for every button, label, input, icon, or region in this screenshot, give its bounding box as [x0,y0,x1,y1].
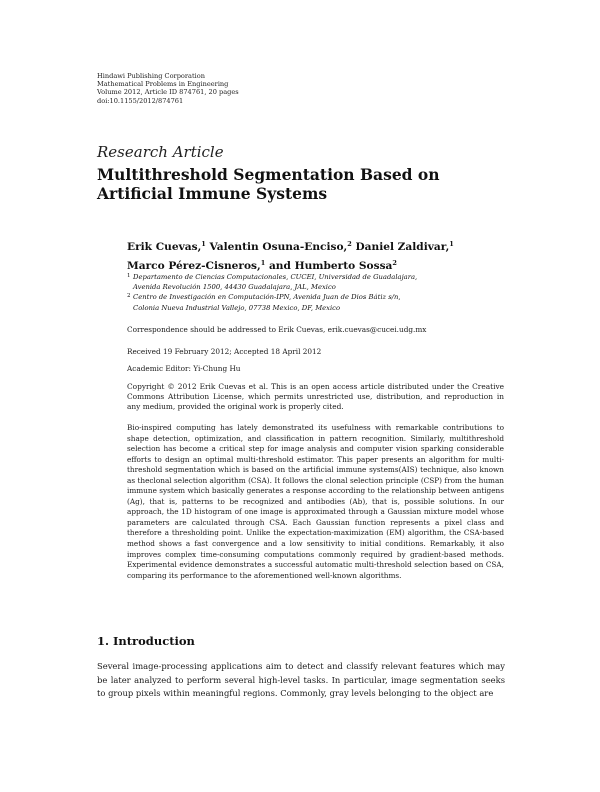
author-name: Erik Cuevas, [127,241,202,253]
publication-info [97,72,239,105]
section-heading: 1. Introduction [97,634,195,648]
affiliation-number: 2 [127,293,131,300]
introduction-text: Several image-processing applications aim to detect and classify relevant features which may be later analyzed to perform several high-level tasks. In particular, image segmentation seeks to group pixels within meaningful regions. Commonly, gray levels belonging to the object are [97,661,505,699]
affiliations [127,272,507,313]
author-name: Valentin Osuna-Enciso, [209,241,348,253]
author-name: Daniel Zaldivar, [355,241,450,253]
abstract: Bio-inspired computing has lately demonstrated its usefulness with remarkable contributions to shape detection, optimization, and classification in pattern recognition. Similarly, multithreshold selection has become a critical step for image analysis and computer vision sparking considerable efforts to design an optimal multi-threshold estimator. This paper presents an algorithm for multi-threshold segmentation which is based on the artificial immune systems(AIS) technique, also known as theclonal selection algorithm (CSA). It follows the clonal selection principle (CSP) from the human immune system which basically generates a response according to the relationship between antigens (Ag), that is, patterns to be recognized and antibodies (Ab), that is, possible solutions. In our approach, the 1D histogram of one image is approximated through a Gaussian mixture model whose parameters are calculated through CSA. Each Gaussian function represents a pixel class and therefore a thresholding point. Unlike the expectation-maximization (EM) algorithm, the CSA-based method shows a fast convergence and a low sensitivity to initial conditions. Remarkably, it also improves complex time-consuming computations commonly required by gradient-based methods. Experimental evidence demonstrates a successful automatic multi-threshold selection based on CSA, comparing its performance to the aforementioned well-known algorithms. [127,423,504,580]
received-accepted-dates: Received 19 February 2012; Accepted 18 April 2012 [127,347,322,356]
affiliation-line: Colonia Nueva Industrial Vallejo, 07738 Mexico, DF, Mexico [133,303,341,312]
publisher-line: Hindawi Publishing Corporation [97,72,205,80]
author-affil-marker: 2 [347,240,352,248]
article-type: Research Article [97,143,224,161]
author-affil-marker: 1 [260,258,266,267]
doi-line: doi:10.1155/2012/874761 [97,96,184,105]
author-affil-marker: 2 [392,258,397,267]
affiliation-number: 1 [127,273,131,279]
author-name: and Humberto Sossa [268,259,393,272]
affiliation-line: Centro de Investigación en Computación-IPN, Avenida Juan de Dios Bátiz s/n, [133,293,401,302]
author-line-1 [127,237,507,256]
author-affil-marker: 1 [201,240,206,248]
author-affil-marker: 1 [449,240,454,248]
academic-editor: Academic Editor: Yi-Chung Hu [127,364,241,373]
journal-line: Mathematical Problems in Engineering [97,80,229,89]
author-list [127,237,507,274]
correspondence: Correspondence should be addressed to Erik Cuevas, erik.cuevas@cucei.udg.mx [127,325,427,334]
affiliation-2 [127,292,507,312]
affiliation-line: Departamento de Ciencias Computacionales, CUCEI, Universidad de Guadalajara, [133,273,418,281]
paper-title: Multithreshold Segmentation Based on Artificial Immune Systems [97,165,440,203]
copyright-notice: Copyright © 2012 Erik Cuevas et al. This is an open access article distributed under the Creative Commons Attribution License, which permits unrestricted use, distribution, and reproduction in any medium, provided the original work is properly cited. [127,382,504,412]
affiliation-1 [127,272,507,292]
volume-line: Volume 2012, Article ID 874761, 20 pages [97,88,239,97]
author-name: Marco Pérez-Cisneros, [127,259,261,272]
affiliation-line: Avenida Revolución 1500, 44430 Guadalajara, JAL, Mexico [133,283,336,292]
